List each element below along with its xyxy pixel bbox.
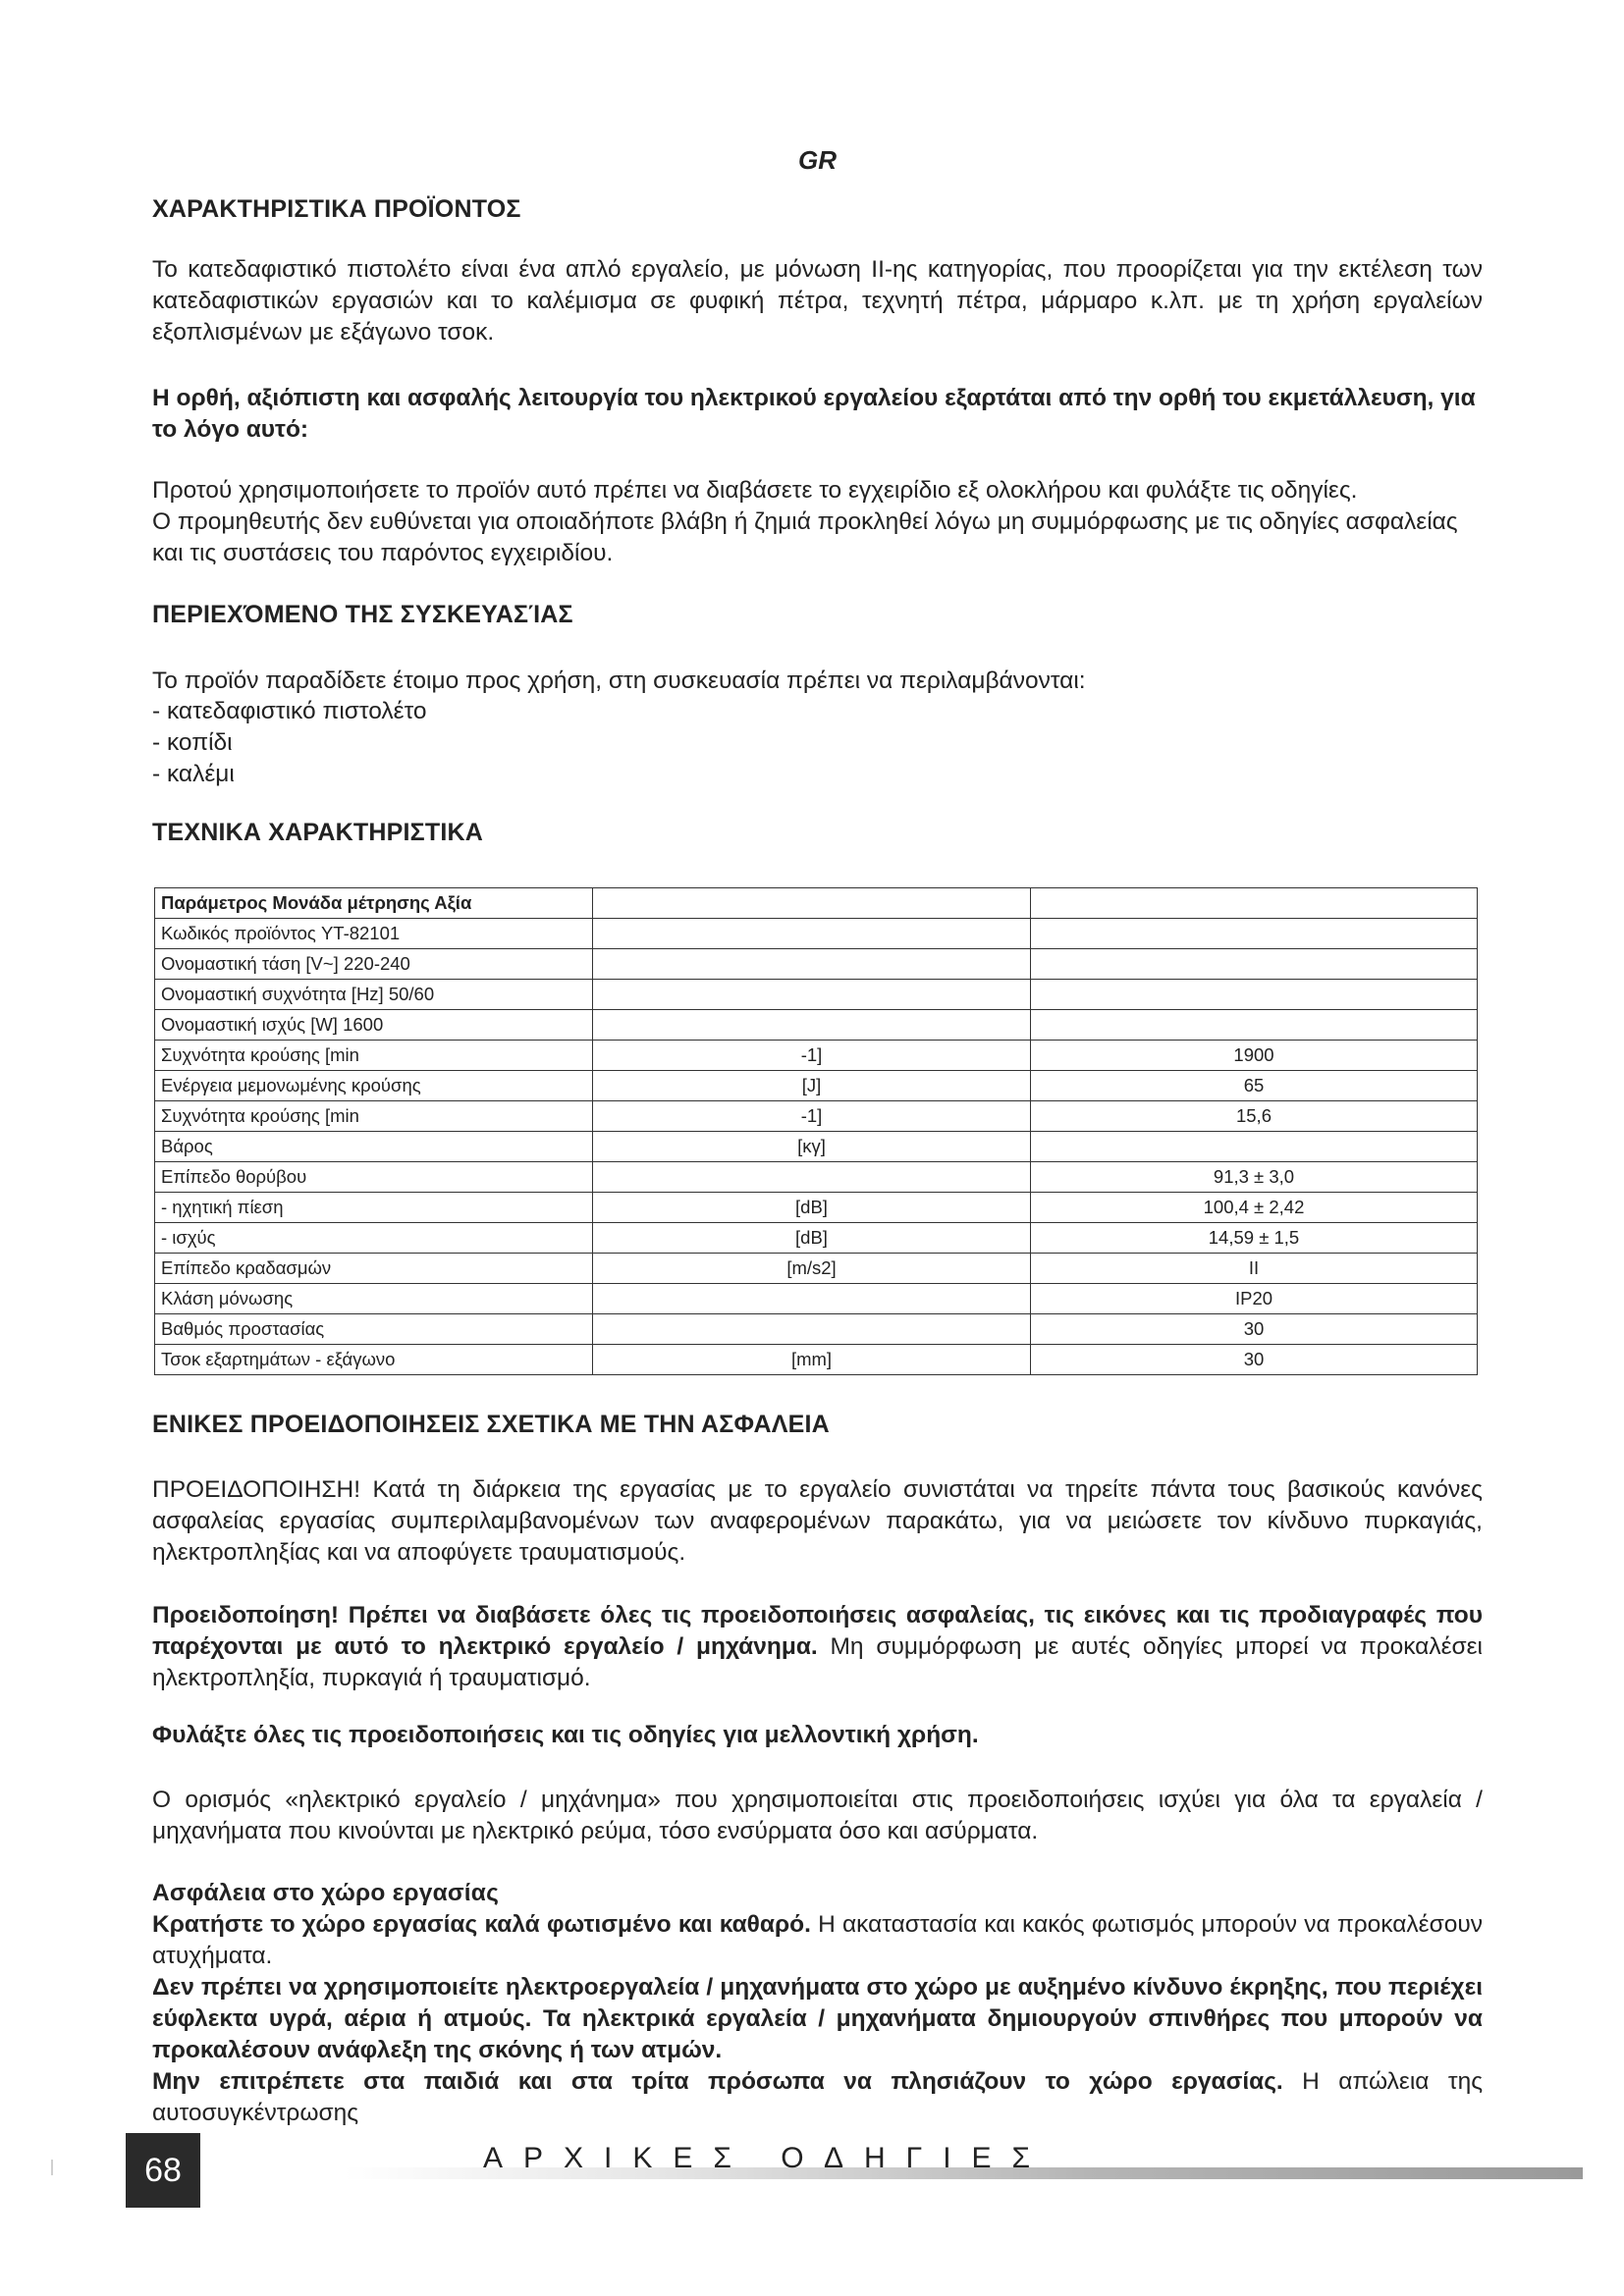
table-cell: Ονομαστική τάση [V~] 220-240 [155,949,593,980]
read-warnings-paragraph [152,1600,1483,1694]
read-warnings-bold: Προειδοποίηση! Πρέπει να διαβάσετε όλες τις προειδοποιήσεις ασφαλείας, τις εικόνες και τις προδιαγραφές που παρέχονται με αυτό το ηλεκτρικό εργαλείο / μηχάνημα. [152,1602,1483,1660]
work-area-p3-bold: Μην επιτρέπετε στα παιδιά και στα τρίτα πρόσωπα να πλησιάζουν το χώρο εργασίας. [152,2068,1283,2095]
table-cell [593,1314,1031,1345]
table-row [155,1254,1478,1284]
table-cell [593,1284,1031,1314]
table-cell: [mm] [593,1345,1031,1375]
table-cell: 1900 [1031,1041,1478,1071]
table-cell: Κλάση μόνωσης [155,1284,593,1314]
table-row [155,1193,1478,1223]
table-cell: Συχνότητα κρούσης [min [155,1101,593,1132]
work-area-p1-rest: Η ακαταστασία και κακός φωτισμός μπορούν να προκαλέσουν ατυχήματα. [152,1911,1483,1969]
table-cell [593,919,1031,949]
table-cell: - ηχητική πίεση [155,1193,593,1223]
package-intro: Το προϊόν παραδίδετε έτοιμο προς χρήση, στη συσκευασία πρέπει να περιλαμβάνονται: [152,667,1086,694]
table-cell: Τσοκ εξαρτημάτων - εξάγωνο [155,1345,593,1375]
list-item: - κοπίδι [152,729,233,756]
list-item: - κατεδαφιστικό πιστολέτο [152,698,427,724]
read-manual-text: Προτού χρησιμοποιήσετε το προϊόν αυτό πρέπει να διαβάσετε το εγχειρίδιο εξ ολοκλήρου και φυλάξτε τις οδηγίες. [152,477,1358,504]
technical-specs-table [154,887,1478,1375]
table-cell: 91,3 ± 3,0 [1031,1162,1478,1193]
table-cell: Ενέργεια μεμονωμένης κρούσης [155,1071,593,1101]
table-cell: -1] [593,1041,1031,1071]
product-intro: Το κατεδαφιστικό πιστολέτο είναι ένα απλό εργαλείο, με μόνωση II-ης κατηγορίας, που προορίζεται για την εκτέλεση των κατεδαφιστικών εργασιών και το καλέμισμα σε φυφική πέτρα, τεχνητή πέτρα, μάρμαρο κ.λπ. με τη χρήση εργαλείων εξοπλισμένων με εξάγωνο τσοκ. [152,256,1483,346]
table-cell: 30 [1031,1314,1478,1345]
work-area-safety-heading: Ασφάλεια στο χώρο εργασίας [152,1880,500,1906]
table-cell: [dB] [593,1193,1031,1223]
work-area-paragraph-3 [152,2066,1483,2129]
table-cell [1031,919,1478,949]
table-row [155,1132,1478,1162]
table-cell: Ονομαστική συχνότητα [Hz] 50/60 [155,980,593,1010]
table-cell [1031,888,1478,919]
table-cell: 65 [1031,1071,1478,1101]
table-cell: Παράμετρος Μονάδα μέτρησης Αξία [155,888,593,919]
table-row [155,1223,1478,1254]
table-cell [593,1162,1031,1193]
language-tag: GR [798,145,837,175]
safety-warnings-heading: ΕΝΙΚΕΣ ΠΡΟΕΙΔΟΠΟΙΗΣΕΙΣ ΣΧΕΤΙΚΑ ΜΕ ΤΗΝ ΑΣΦΑΛΕΙΑ [152,1411,830,1438]
table-cell: - ισχύς [155,1223,593,1254]
table-cell: Βάρος [155,1132,593,1162]
table-cell: IP20 [1031,1284,1478,1314]
package-list [152,696,1483,790]
table-cell: 100,4 ± 2,42 [1031,1193,1478,1223]
package-contents-heading: ΠΕΡΙΕΧΌΜΕΝΟ ΤΗΣ ΣΥΣΚΕΥΑΣΊΑΣ [152,601,573,628]
general-warning: ΠΡΟΕΙΔΟΠΟΙΗΣΗ! Κατά τη διάρκεια της εργασίας με το εργαλείο συνιστάται να τηρείτε πάντα τους βασικούς κανόνες ασφαλείας εργασίας συμπεριλαμβανομένων των αναφερομένων παρακάτω, για να μειώσετε τον κίνδυνο πυρκαγιάς, ηλεκτροπληξίας και να αποφύγετε τραυματισμούς. [152,1476,1483,1566]
product-features-heading: ΧΑΡΑΚΤΗΡΙΣΤΙΚΑ ΠΡΟΪΟΝΤΟΣ [152,195,521,223]
table-row [155,1345,1478,1375]
table-cell [593,980,1031,1010]
table-cell: [dB] [593,1223,1031,1254]
table-row [155,1314,1478,1345]
technical-specs-heading: ΤΕΧΝΙΚΑ ΧΑΡΑΚΤΗΡΙΣΤΙΚΑ [152,819,484,846]
table-cell [593,949,1031,980]
table-cell: Ονομαστική ισχύς [W] 1600 [155,1010,593,1041]
table-row [155,888,1478,919]
page-number: 68 [126,2133,200,2208]
table-cell: Επίπεδο κραδασμών [155,1254,593,1284]
table-row [155,980,1478,1010]
correct-use-note: Η ορθή, αξιόπιστη και ασφαλής λειτουργία του ηλεκτρικού εργαλείου εξαρτάται από την ορθή του εκμετάλλευση, για το λόγο αυτό: [152,385,1476,443]
footer-title: ΑΡΧΙΚΕΣ ΟΔΗΓΙΕΣ [483,2142,1052,2174]
liability-text: Ο προμηθευτής δεν ευθύνεται για οποιαδήποτε βλάβη ή ζημιά προκληθεί λόγω μη συμμόρφωσης με τις οδηγίες ασφαλείας και τις συστάσεις του παρόντος εγχειριδίου. [152,508,1458,566]
table-cell: 14,59 ± 1,5 [1031,1223,1478,1254]
list-item: - καλέμι [152,761,235,787]
table-cell [1031,1010,1478,1041]
table-cell: [J] [593,1071,1031,1101]
table-cell: 15,6 [1031,1101,1478,1132]
table-row [155,1041,1478,1071]
margin-mark [51,2160,53,2175]
table-cell: Βαθμός προστασίας [155,1314,593,1345]
work-area-p1-bold: Κρατήστε το χώρο εργασίας καλά φωτισμένο και καθαρό. [152,1911,811,1938]
work-area-paragraph-2: Δεν πρέπει να χρησιμοποιείτε ηλεκτροεργαλεία / μηχανήματα στο χώρο με αυξημένο κίνδυνο έκρηξης, που περιέχει εύφλεκτα υγρά, αέρια ή ατμούς. Τα ηλεκτρικά εργαλεία / μηχανήματα δημιουργούν σπινθήρες που μπορούν να προκαλέσουν ανάφλεξη της σκόνης ή των ατμών. [152,1974,1483,2063]
table-row [155,1284,1478,1314]
table-row [155,1010,1478,1041]
table-cell: Επίπεδο θορύβου [155,1162,593,1193]
table-cell [593,1010,1031,1041]
table-cell: Συχνότητα κρούσης [min [155,1041,593,1071]
tool-definition: Ο ορισμός «ηλεκτρικό εργαλείο / μηχάνημα» που χρησιμοποιείται στις προειδοποιήσεις ισχύει για όλα τα εργαλεία / μηχανήματα που κινούνται με ηλεκτρικό ρεύμα, τόσο ενσύρματα όσο και ασύρματα. [152,1787,1483,1844]
table-row [155,919,1478,949]
table-cell [1031,1132,1478,1162]
table-cell: -1] [593,1101,1031,1132]
table-cell [1031,949,1478,980]
work-area-paragraph-1 [152,1909,1483,1972]
table-cell: II [1031,1254,1478,1284]
keep-instructions: Φυλάξτε όλες τις προειδοποιήσεις και τις οδηγίες για μελλοντική χρήση. [152,1722,979,1748]
table-cell [1031,980,1478,1010]
table-row [155,1071,1478,1101]
table-cell [593,888,1031,919]
work-area-p3-rest: Η απώλεια της αυτοσυγκέντρωσης [152,2068,1483,2126]
table-cell: 30 [1031,1345,1478,1375]
table-cell: Κωδικός προϊόντος YT-82101 [155,919,593,949]
table-row [155,1101,1478,1132]
table-cell: [m/s2] [593,1254,1031,1284]
table-row [155,1162,1478,1193]
table-cell: [κγ] [593,1132,1031,1162]
table-row [155,949,1478,980]
read-warnings-rest: Μη συμμόρφωση με αυτές οδηγίες μπορεί να προκαλέσει ηλεκτροπληξία, πυρκαγιά ή τραυματισμό. [152,1633,1483,1691]
